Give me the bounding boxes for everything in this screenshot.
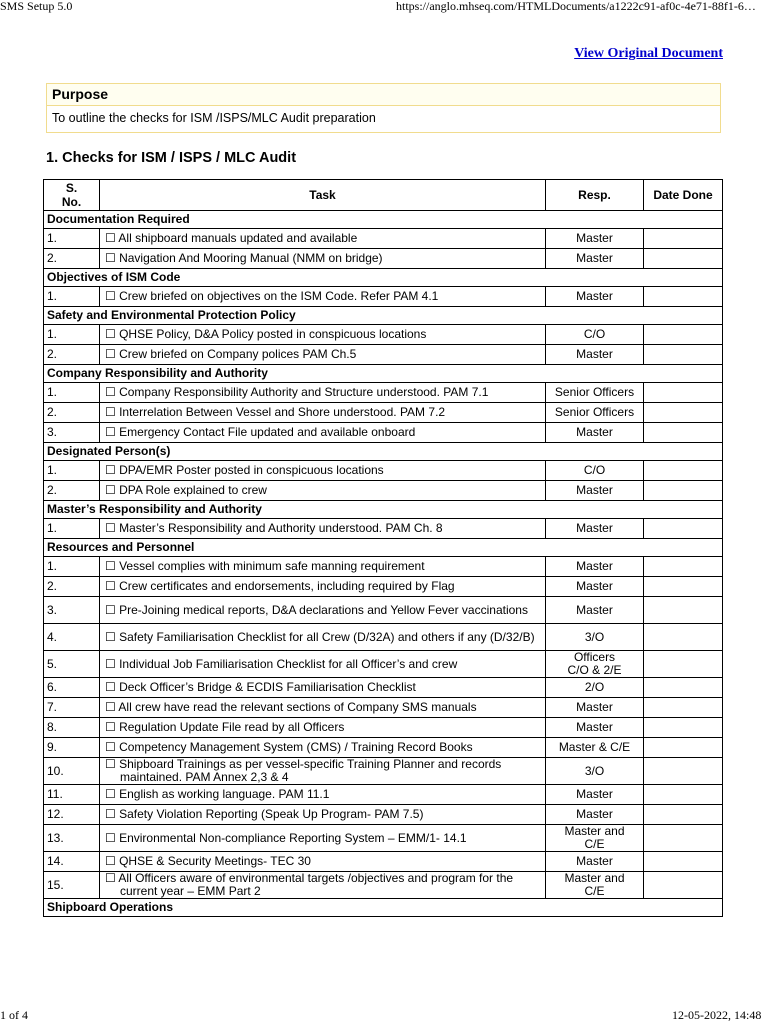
date-done-cell[interactable] (644, 287, 723, 307)
task-cell (100, 461, 546, 481)
row-number: 2. (44, 577, 100, 597)
row-number: 14. (44, 852, 100, 872)
section-heading: Master’s Responsibility and Authority (44, 501, 723, 519)
date-done-cell[interactable] (644, 852, 723, 872)
purpose-heading: Purpose (47, 84, 720, 106)
table-row (44, 481, 723, 501)
table-row (44, 577, 723, 597)
section-row (44, 539, 723, 557)
date-done-cell[interactable] (644, 423, 723, 443)
row-number: 12. (44, 805, 100, 825)
table-row (44, 624, 723, 651)
section-row (44, 501, 723, 519)
section-heading: Objectives of ISM Code (44, 269, 723, 287)
task-text: ☐ All shipboard manuals updated and available (105, 231, 358, 245)
responsible-cell: Master (546, 229, 644, 249)
task-cell (100, 345, 546, 365)
table-row (44, 423, 723, 443)
task-cell (100, 624, 546, 651)
responsible-cell: Master (546, 423, 644, 443)
date-done-cell[interactable] (644, 383, 723, 403)
date-done-cell[interactable] (644, 624, 723, 651)
browser-page-title: SMS Setup 5.0 (0, 0, 73, 13)
table-row (44, 325, 723, 345)
responsible-cell: 3/O (546, 624, 644, 651)
date-done-cell[interactable] (644, 825, 723, 852)
task-cell (100, 805, 546, 825)
row-number: 10. (44, 758, 100, 785)
task-cell (100, 481, 546, 501)
responsible-cell: Senior Officers (546, 383, 644, 403)
table-row (44, 758, 723, 785)
row-number: 3. (44, 423, 100, 443)
row-number: 2. (44, 345, 100, 365)
date-done-cell[interactable] (644, 758, 723, 785)
task-cell (100, 287, 546, 307)
date-done-cell[interactable] (644, 403, 723, 423)
row-number: 9. (44, 738, 100, 758)
row-number: 1. (44, 383, 100, 403)
task-text: ☐ English as working language. PAM 11.1 (105, 787, 330, 801)
row-number: 3. (44, 597, 100, 624)
date-done-cell[interactable] (644, 651, 723, 678)
date-done-cell[interactable] (644, 597, 723, 624)
row-number: 8. (44, 718, 100, 738)
responsible-cell: 2/O (546, 678, 644, 698)
task-text: ☐ DPA/EMR Poster posted in conspicuous locations (105, 463, 384, 477)
responsible-cell: Master (546, 481, 644, 501)
table-row (44, 519, 723, 539)
task-text: ☐ Crew briefed on objectives on the ISM Code. Refer PAM 4.1 (105, 289, 439, 303)
section-title: 1. Checks for ISM / ISPS / MLC Audit (46, 150, 297, 166)
responsible-cell: Master (546, 852, 644, 872)
task-cell (100, 852, 546, 872)
task-cell (100, 698, 546, 718)
page-number: 1 of 4 (0, 1008, 28, 1022)
section-row (44, 307, 723, 325)
task-cell (100, 519, 546, 539)
date-done-cell[interactable] (644, 519, 723, 539)
task-text: ☐ Regulation Update File read by all Officers (105, 720, 345, 734)
row-number: 2. (44, 249, 100, 269)
section-heading: Shipboard Operations (44, 899, 723, 917)
responsible-cell: Master (546, 805, 644, 825)
responsible-cell: C/O (546, 461, 644, 481)
row-number: 13. (44, 825, 100, 852)
task-text: ☐ DPA Role explained to crew (105, 483, 267, 497)
section-heading: Designated Person(s) (44, 443, 723, 461)
responsible-cell: Master (546, 287, 644, 307)
task-text: ☐ QHSE Policy, D&A Policy posted in conspicuous locations (105, 327, 427, 341)
table-row (44, 718, 723, 738)
row-number: 5. (44, 651, 100, 678)
section-row (44, 443, 723, 461)
task-text: ☐ Emergency Contact File updated and available onboard (105, 425, 416, 439)
row-number: 11. (44, 785, 100, 805)
table-row (44, 698, 723, 718)
date-done-cell[interactable] (644, 557, 723, 577)
column-header-no: S. No. (44, 180, 100, 211)
purpose-box (46, 83, 721, 133)
date-done-cell[interactable] (644, 325, 723, 345)
row-number: 1. (44, 287, 100, 307)
date-done-cell[interactable] (644, 249, 723, 269)
table-row (44, 557, 723, 577)
task-text: ☐ Safety Familiarisation Checklist for all Crew (D/32A) and others if any (D/32/B) (105, 629, 535, 644)
responsible-cell: Master and C/E (546, 825, 644, 852)
table-row (44, 403, 723, 423)
table-row (44, 383, 723, 403)
responsible-cell: Senior Officers (546, 403, 644, 423)
task-text: ☐ Deck Officer’s Bridge & ECDIS Familiarisation Checklist (105, 680, 416, 694)
date-done-cell[interactable] (644, 678, 723, 698)
column-header-date-done: Date Done (644, 180, 723, 211)
date-done-cell[interactable] (644, 785, 723, 805)
print-datetime: 12-05-2022, 14:48 (672, 1008, 762, 1022)
table-row (44, 825, 723, 852)
date-done-cell[interactable] (644, 229, 723, 249)
task-cell (100, 229, 546, 249)
page-url: https://anglo.mhseq.com/HTMLDocuments/a1222c91-af0c-4e71-88f1-6… (396, 0, 756, 13)
section-heading: Documentation Required (44, 211, 723, 229)
task-cell (100, 557, 546, 577)
task-text: ☐ All Officers aware of environmental targets /objectives and program for the current year – EMM Part 2 (105, 871, 514, 898)
row-number: 2. (44, 403, 100, 423)
table-row (44, 651, 723, 678)
column-header-task: Task (100, 180, 546, 211)
section-row (44, 365, 723, 383)
date-done-cell[interactable] (644, 872, 723, 899)
column-header-resp: Resp. (546, 180, 644, 211)
table-row (44, 345, 723, 365)
task-text: ☐ Competency Management System (CMS) / Training Record Books (105, 740, 473, 754)
row-number: 1. (44, 557, 100, 577)
task-cell (100, 758, 546, 785)
view-original-document-link[interactable]: View Original Document (574, 46, 723, 61)
responsible-cell: Master & C/E (546, 738, 644, 758)
responsible-cell: Master (546, 577, 644, 597)
table-row (44, 249, 723, 269)
task-cell (100, 738, 546, 758)
task-cell (100, 403, 546, 423)
purpose-text: To outline the checks for ISM /ISPS/MLC Audit preparation (52, 111, 376, 125)
responsible-cell: Master and C/E (546, 872, 644, 899)
task-text: ☐ Company Responsibility Authority and Structure understood. PAM 7.1 (105, 385, 489, 399)
responsible-cell: C/O (546, 325, 644, 345)
table-row (44, 229, 723, 249)
date-done-cell[interactable] (644, 718, 723, 738)
table-row (44, 852, 723, 872)
responsible-cell: Master (546, 718, 644, 738)
section-heading: Safety and Environmental Protection Policy (44, 307, 723, 325)
date-done-cell[interactable] (644, 345, 723, 365)
date-done-cell[interactable] (644, 738, 723, 758)
row-number: 1. (44, 325, 100, 345)
section-heading: Resources and Personnel (44, 539, 723, 557)
task-cell (100, 383, 546, 403)
section-row (44, 211, 723, 229)
row-number: 1. (44, 519, 100, 539)
responsible-cell: Master (546, 249, 644, 269)
task-text: ☐ Navigation And Mooring Manual (NMM on bridge) (105, 251, 383, 265)
table-row (44, 461, 723, 481)
row-number: 1. (44, 229, 100, 249)
task-text: ☐ Vessel complies with minimum safe manning requirement (105, 559, 425, 573)
task-cell (100, 678, 546, 698)
row-number: 1. (44, 461, 100, 481)
task-text: ☐ Environmental Non-compliance Reporting System – EMM/1- 14.1 (105, 830, 467, 845)
task-text: ☐ QHSE & Security Meetings- TEC 30 (105, 854, 311, 868)
task-cell (100, 872, 546, 899)
row-number: 2. (44, 481, 100, 501)
responsible-cell: Master (546, 597, 644, 624)
section-heading: Company Responsibility and Authority (44, 365, 723, 383)
table-row (44, 678, 723, 698)
responsible-cell: Master (546, 345, 644, 365)
task-text: ☐ Crew certificates and endorsements, including required by Flag (105, 579, 455, 593)
table-row (44, 597, 723, 624)
task-cell (100, 651, 546, 678)
task-cell (100, 423, 546, 443)
task-cell (100, 577, 546, 597)
responsible-cell: Master (546, 785, 644, 805)
task-text: ☐ All crew have read the relevant sections of Company SMS manuals (105, 700, 477, 714)
responsible-cell: Officers C/O & 2/E (546, 651, 644, 678)
row-number: 6. (44, 678, 100, 698)
date-done-cell[interactable] (644, 481, 723, 501)
task-cell (100, 718, 546, 738)
task-text: ☐ Master’s Responsibility and Authority understood. PAM Ch. 8 (105, 521, 443, 535)
table-row (44, 738, 723, 758)
task-cell (100, 785, 546, 805)
responsible-cell: Master (546, 519, 644, 539)
table-row (44, 872, 723, 899)
task-text: ☐ Pre-Joining medical reports, D&A declarations and Yellow Fever vaccinations (105, 602, 528, 617)
date-done-cell[interactable] (644, 461, 723, 481)
section-row (44, 899, 723, 917)
row-number: 7. (44, 698, 100, 718)
table-row (44, 785, 723, 805)
date-done-cell[interactable] (644, 698, 723, 718)
audit-checklist-table (43, 179, 723, 917)
date-done-cell[interactable] (644, 577, 723, 597)
responsible-cell: Master (546, 557, 644, 577)
task-text: ☐ Shipboard Trainings as per vessel-specific Training Planner and records maintained. PAM Annex 2,3 & 4 (105, 757, 502, 784)
date-done-cell[interactable] (644, 805, 723, 825)
table-row (44, 287, 723, 307)
responsible-cell: 3/O (546, 758, 644, 785)
responsible-cell: Master (546, 698, 644, 718)
task-cell (100, 825, 546, 852)
task-cell (100, 597, 546, 624)
row-number: 15. (44, 872, 100, 899)
task-cell (100, 249, 546, 269)
task-text: ☐ Interrelation Between Vessel and Shore understood. PAM 7.2 (105, 405, 446, 419)
row-number: 4. (44, 624, 100, 651)
task-cell (100, 325, 546, 345)
task-text: ☐ Individual Job Familiarisation Checklist for all Officer’s and crew (105, 656, 458, 671)
section-row (44, 269, 723, 287)
task-text: ☐ Safety Violation Reporting (Speak Up Program- PAM 7.5) (105, 807, 424, 821)
task-text: ☐ Crew briefed on Company polices PAM Ch.5 (105, 347, 357, 361)
table-row (44, 805, 723, 825)
